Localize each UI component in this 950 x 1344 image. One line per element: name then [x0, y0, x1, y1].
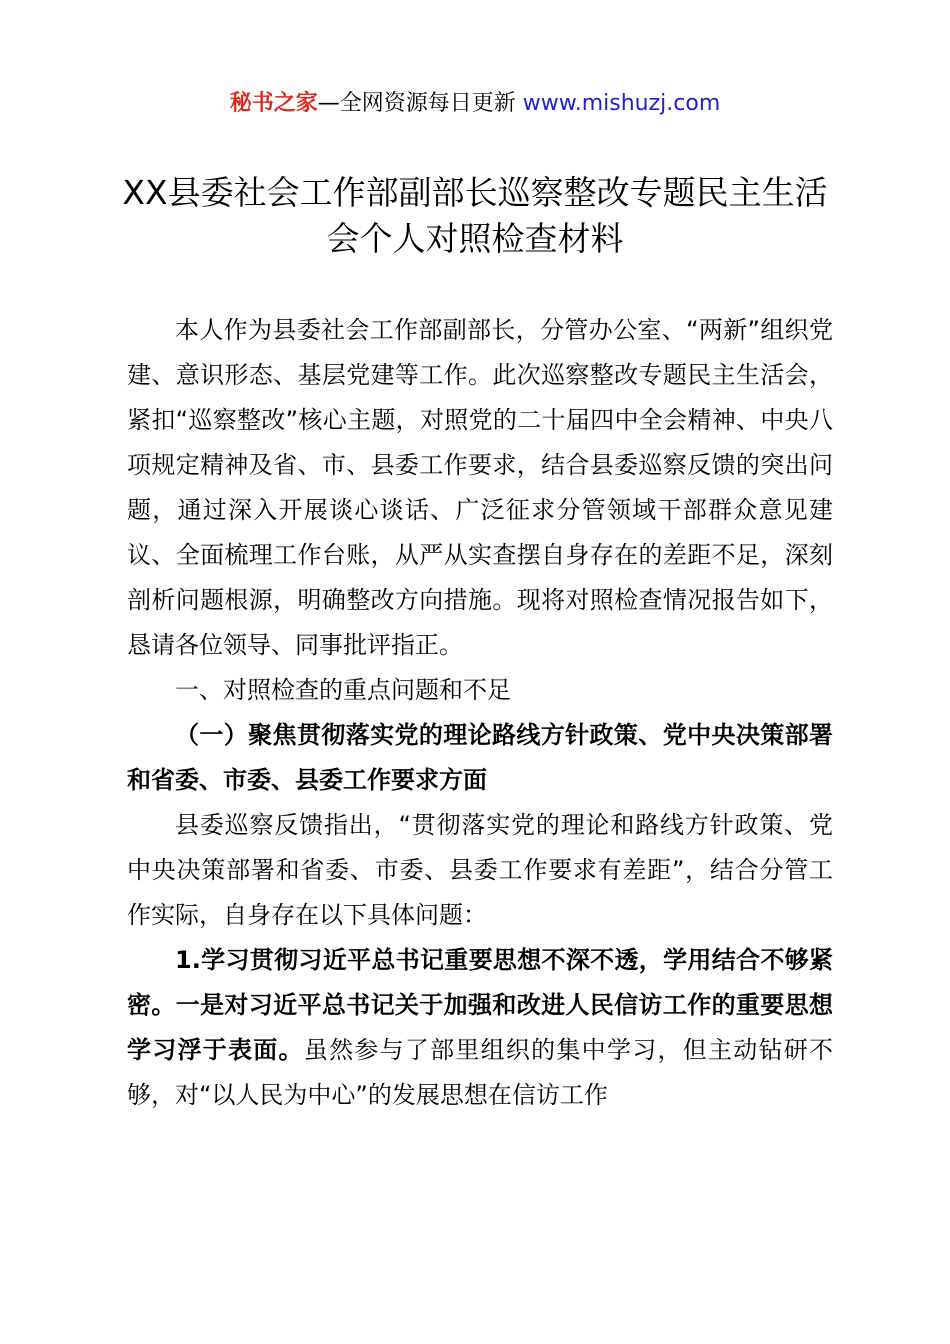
subsection-heading-1: （一）聚焦贯彻落实党的理论路线方针政策、党中央决策部署和省委、市委、县委工作要求方面	[127, 721, 833, 794]
document-body	[127, 308, 833, 1118]
subsection-paragraph-1: 县委巡察反馈指出，“贯彻落实党的理论和路线方针政策、党中央决策部署和省委、市委、县委工作要求有差距”，结合分管工作实际，自身存在以下具体问题：	[127, 811, 833, 929]
item-paragraph-1	[127, 938, 833, 1118]
section-heading-1: 一、对照检查的重点问题和不足	[175, 676, 511, 704]
item-1-bold-lead: 1.学习贯彻习近平总书记重要思想不深不透，学用结合不够紧密。一是对习近平总书记关于加强和改进人民信访工作的重要思想学习浮于表面。	[127, 946, 833, 1064]
document-title: XX县委社会工作部副部长巡察整改专题民主生活会个人对照检查材料	[122, 173, 828, 258]
site-url-link[interactable]: www.mishuzj.com	[522, 91, 721, 116]
site-tagline: —全网资源每日更新	[317, 91, 523, 116]
item-1-text: 虽然参与了部里组织的集中学习，但主动钻研不够，对“以人民为中心”的发展思想在信访工作	[127, 1036, 834, 1109]
site-header	[0, 86, 950, 122]
site-name: 秘书之家	[229, 91, 318, 116]
intro-paragraph: 本人作为县委社会工作部副部长，分管办公室、“两新”组织党建、意识形态、基层党建等工作。此次巡察整改专题民主生活会，紧扣“巡察整改”核心主题，对照党的二十届四中全会精神、中央八项规定精神及省、市、县委工作要求，结合县委巡察反馈的突出问题，通过深入开展谈心谈话、广泛征求分管领域干部群众意见建议、全面梳理工作台账，从严从实查摆自身存在的差距不足，深刻剖析问题根源，明确整改方向措施。现将对照检查情况报告如下，恳请各位领导、同事批评指正。	[127, 316, 833, 659]
